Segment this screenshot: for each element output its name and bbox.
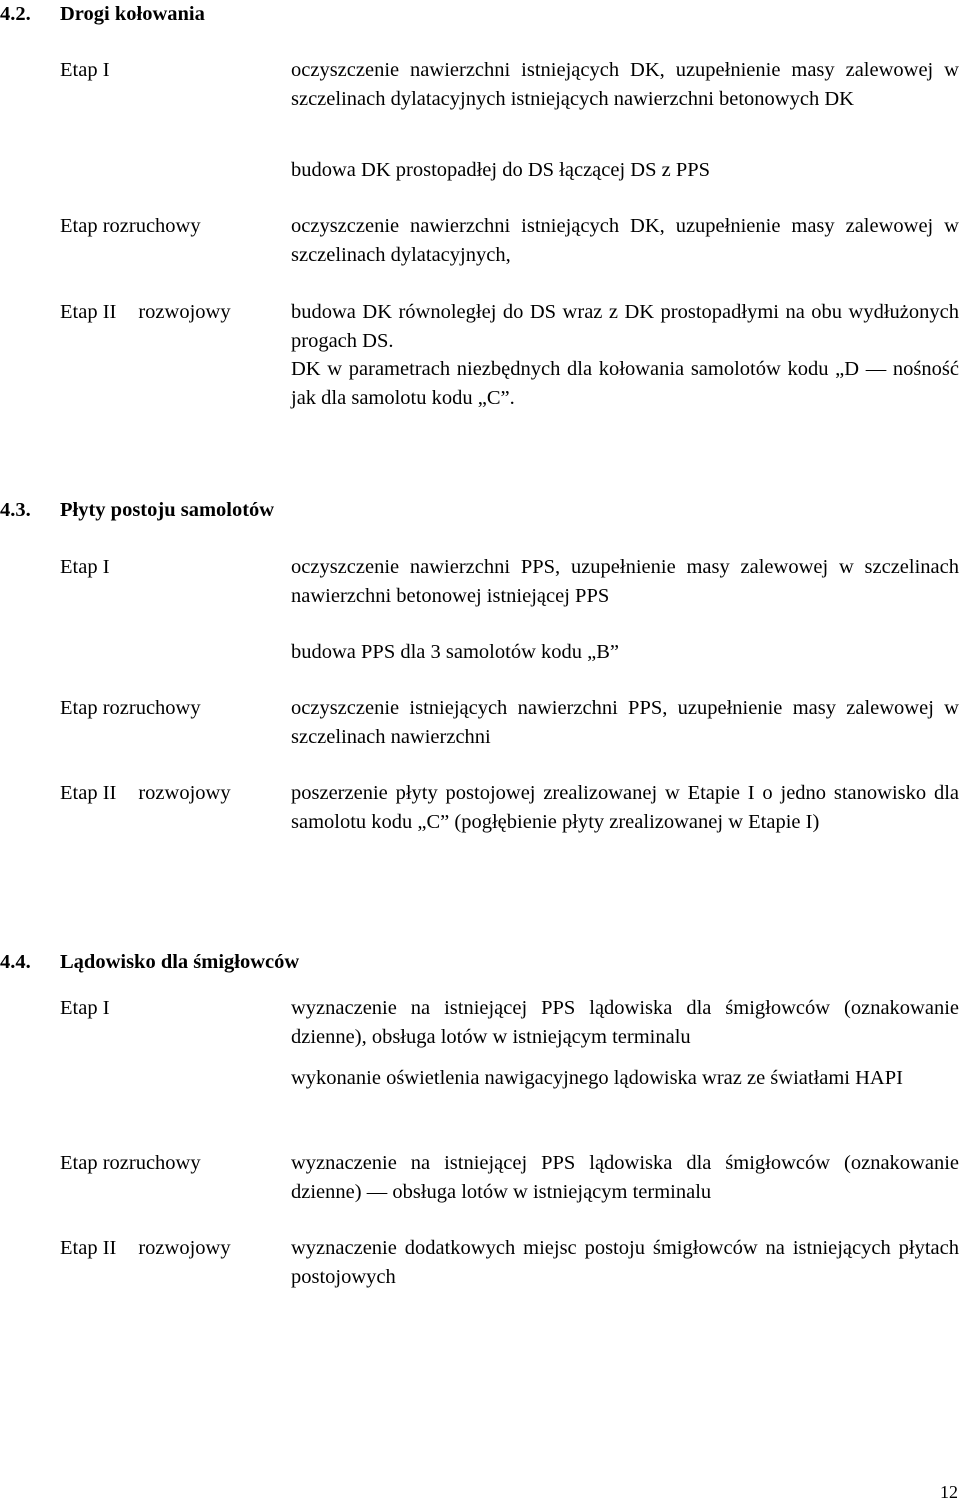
- stage-label: Etap rozruchowy: [60, 697, 201, 719]
- section-heading-4-2: [0, 0, 205, 29]
- stage-label: [60, 1234, 231, 1263]
- stage-label-part: rozwojowy: [138, 782, 231, 804]
- stage-paragraph: oczyszczenie nawierzchni istniejących DK, uzupełnienie masy zalewowej w szczelinach dylatacyjnych,: [291, 215, 959, 266]
- stage-paragraph: wyznaczenie na istniejącej PPS lądowiska dla śmigłowców (oznakowanie dzienne), obsługa lotów w istniejącym terminalu: [291, 997, 959, 1048]
- stage-paragraph: budowa DK równoległej do DS wraz z DK prostopadłymi na obu wydłużonych progach DS.: [291, 301, 959, 352]
- stage-paragraph: oczyszczenie nawierzchni istniejących DK, uzupełnienie masy zalewowej w szczelinach dylatacyjnych istniejących nawierzchni betonowych DK: [291, 59, 959, 110]
- stage-paragraph: wykonanie oświetlenia nawigacyjnego lądowiska wraz ze światłami HAPI: [291, 1067, 903, 1089]
- stage-label-part: Etap II: [60, 301, 117, 323]
- stage-paragraph: poszerzenie płyty postojowej zrealizowanej w Etapie I o jedno stanowisko dla samolotu kodu „C” (pogłębienie płyty zrealizowanej w Etapie I): [291, 782, 959, 833]
- stage-label-part: rozwojowy: [138, 1237, 231, 1259]
- section-title: Płyty postoju samolotów: [60, 499, 275, 521]
- stage-label: Etap I: [60, 59, 110, 81]
- stage-paragraph: wyznaczenie dodatkowych miejsc postoju śmigłowców na istniejących płytach postojowych: [291, 1237, 959, 1288]
- stage-label: Etap rozruchowy: [60, 1152, 201, 1174]
- section-number: 4.3.: [0, 499, 31, 521]
- section-title: Lądowisko dla śmigłowców: [60, 951, 300, 973]
- stage-label: [60, 298, 231, 327]
- stage-label: Etap I: [60, 556, 110, 578]
- section-number: 4.2.: [0, 3, 31, 25]
- stage-paragraph: budowa PPS dla 3 samolotów kodu „B”: [291, 641, 619, 663]
- page-number: 12: [940, 1482, 958, 1502]
- stage-paragraph: oczyszczenie nawierzchni PPS, uzupełnienie masy zalewowej w szczelinach nawierzchni betonowej istniejącej PPS: [291, 556, 959, 607]
- stage-label-part: rozwojowy: [138, 301, 231, 323]
- stage-paragraph: budowa DK prostopadłej do DS łączącej DS z PPS: [291, 159, 711, 181]
- stage-label: [60, 779, 231, 808]
- stage-paragraph: wyznaczenie na istniejącej PPS lądowiska dla śmigłowców (oznakowanie dzienne) — obsługa lotów w istniejącym terminalu: [291, 1152, 959, 1203]
- stage-label-part: Etap II: [60, 1237, 117, 1259]
- section-heading-4-3: [0, 496, 274, 525]
- stage-paragraph: oczyszczenie istniejących nawierzchni PPS, uzupełnienie masy zalewowej w szczelinach nawierzchni: [291, 697, 959, 748]
- stage-paragraph: DK w parametrach niezbędnych dla kołowania samolotów kodu „D — nośność jak dla samolotu kodu „C”.: [291, 358, 959, 409]
- stage-label: Etap I: [60, 997, 110, 1019]
- stage-label-part: Etap II: [60, 782, 117, 804]
- section-title: Drogi kołowania: [60, 3, 205, 25]
- section-heading-4-4: [0, 948, 299, 977]
- stage-label: Etap rozruchowy: [60, 215, 201, 237]
- section-number: 4.4.: [0, 951, 31, 973]
